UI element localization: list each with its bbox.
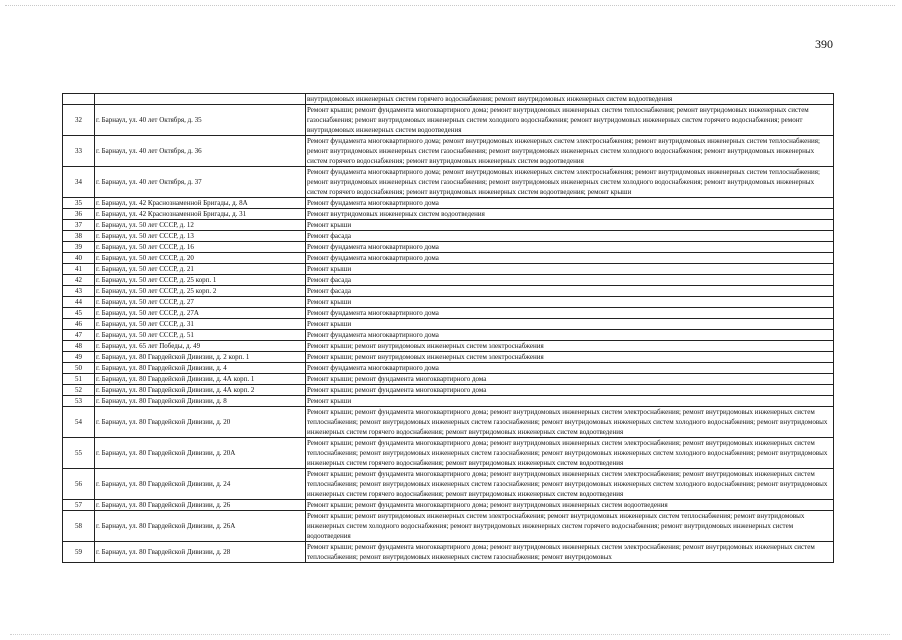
table-row [63,286,834,297]
works-cell: Ремонт фундамента многоквартирного дома; ремонт внутридомовых инженерных систем электроснабжения; ремонт внутридомовых инженерных систем теплоснабжения; ремонт внутридомовых инженерных систем газоснабжения; ремонт внутридомовых инженерных систем холодного водоснабжения; ремонт внутридомовых инженерных систем горячего водоснабжения; ремонт внутридомовых инженерных систем водоотведения [306,136,834,167]
works-cell: Ремонт фундамента многоквартирного дома [306,363,834,374]
page-number: 390 [815,37,833,51]
works-cell: Ремонт фасада [306,231,834,242]
works-cell: Ремонт крыши; ремонт фундамента многоквартирного дома; ремонт внутридомовых инженерных систем электроснабжения; ремонт внутридомовых инженерных систем теплоснабжения; ремонт внутридомовых инженерных систем газоснабжения; ремонт внутридомовых инженерных систем холодного водоснабжения; ремонт внутридомовых инженерных систем горячего водоснабжения; ремонт внутридомовых инженерных систем водоотведения [306,407,834,438]
address-cell: г. Барнаул, ул. 80 Гвардейской Дивизии, д. 2 корп. 1 [95,352,306,363]
row-number-cell: 58 [63,511,95,542]
address-cell: г. Барнаул, ул. 50 лет СССР, д. 25 корп. 2 [95,286,306,297]
works-cell: Ремонт крыши; ремонт внутридомовых инженерных систем электроснабжения [306,341,834,352]
table-row [63,511,834,542]
row-number-cell: 54 [63,407,95,438]
works-cell: Ремонт фасада [306,286,834,297]
table-row [63,136,834,167]
address-cell: г. Барнаул, ул. 50 лет СССР, д. 13 [95,231,306,242]
works-cell: Ремонт фасада [306,275,834,286]
table-row [63,407,834,438]
repair-works-table [62,93,834,563]
table-row [63,319,834,330]
address-cell: г. Барнаул, ул. 80 Гвардейской Дивизии, д. 20А [95,438,306,469]
row-number-cell: 47 [63,330,95,341]
table-row [63,297,834,308]
row-number-cell: 59 [63,542,95,563]
address-cell: г. Барнаул, ул. 40 лет Октября, д. 37 [95,167,306,198]
row-number-cell: 51 [63,374,95,385]
row-number-cell: 44 [63,297,95,308]
table-row [63,167,834,198]
row-number-cell: 36 [63,209,95,220]
address-cell [95,94,306,105]
row-number-cell: 39 [63,242,95,253]
scan-edge-bottom [10,634,890,635]
address-cell: г. Барнаул, ул. 40 лет Октября, д. 35 [95,105,306,136]
works-cell: Ремонт крыши; ремонт фундамента многоквартирного дома; ремонт внутридомовых инженерных систем теплоснабжения; ремонт внутридомовых инженерных систем газоснабжения; ремонт внутридомовых инженерных систем холодного водоснабжения; ремонт внутридомовых инженерных систем горячего водоснабжения; ремонт внутридомовых инженерных систем водоотведения [306,105,834,136]
address-cell: г. Барнаул, ул. 50 лет СССР, д. 12 [95,220,306,231]
row-number-cell: 42 [63,275,95,286]
table-row [63,438,834,469]
table-row [63,500,834,511]
row-number-cell: 57 [63,500,95,511]
table-row [63,374,834,385]
table-row [63,253,834,264]
works-cell: Ремонт крыши [306,396,834,407]
works-cell: Ремонт крыши [306,220,834,231]
address-cell: г. Барнаул, ул. 50 лет СССР, д. 20 [95,253,306,264]
table-body [63,94,834,563]
address-cell: г. Барнаул, ул. 80 Гвардейской Дивизии, д. 4А корп. 2 [95,385,306,396]
address-cell: г. Барнаул, ул. 50 лет СССР, д. 25 корп. 1 [95,275,306,286]
row-number-cell: 48 [63,341,95,352]
table-row [63,264,834,275]
row-number-cell: 46 [63,319,95,330]
works-cell: Ремонт внутридомовых инженерных систем водоотведения [306,209,834,220]
works-cell: Ремонт крыши; ремонт фундамента многоквартирного дома; ремонт внутридомовых инженерных систем водоотведения [306,500,834,511]
table-row [63,105,834,136]
address-cell: г. Барнаул, ул. 80 Гвардейской Дивизии, д. 4А корп. 1 [95,374,306,385]
works-cell: Ремонт фундамента многоквартирного дома [306,253,834,264]
address-cell: г. Барнаул, ул. 80 Гвардейской Дивизии, д. 20 [95,407,306,438]
table-row [63,242,834,253]
table-row [63,209,834,220]
table-row [63,542,834,563]
address-cell: г. Барнаул, ул. 80 Гвардейской Дивизии, д. 4 [95,363,306,374]
works-cell: Ремонт крыши; ремонт фундамента многоквартирного дома; ремонт внутридомовых инженерных систем электроснабжения; ремонт внутридомовых инженерных систем теплоснабжения; ремонт внутридомовых инженерных систем газоснабжения; ремонт внутридомовых [306,542,834,563]
works-cell: Ремонт крыши; ремонт внутридомовых инженерных систем электроснабжения [306,352,834,363]
address-cell: г. Барнаул, ул. 50 лет СССР, д. 27 [95,297,306,308]
works-cell: Ремонт крыши; ремонт внутридомовых инженерных систем электроснабжения; ремонт внутридомовых инженерных систем теплоснабжения; ремонт внутридомовых инженерных систем холодного водоснабжения; ремонт внутридомовых инженерных систем горячего водоснабжения; ремонт внутридомовых инженерных систем водоотведения [306,511,834,542]
table-row [63,198,834,209]
works-cell: внутридомовых инженерных систем горячего водоснабжения; ремонт внутридомовых инженерных систем водоотведения [306,94,834,105]
works-cell: Ремонт крыши; ремонт фундамента многоквартирного дома [306,385,834,396]
address-cell: г. Барнаул, ул. 40 лет Октября, д. 36 [95,136,306,167]
table-row [63,308,834,319]
works-cell: Ремонт крыши; ремонт фундамента многоквартирного дома [306,374,834,385]
works-cell: Ремонт фундамента многоквартирного дома [306,198,834,209]
works-cell: Ремонт крыши [306,319,834,330]
address-cell: г. Барнаул, ул. 80 Гвардейской Дивизии, д. 26А [95,511,306,542]
address-cell: г. Барнаул, ул. 42 Краснознаменной Бригады, д. 8А [95,198,306,209]
table-row [63,396,834,407]
row-number-cell: 50 [63,363,95,374]
table-row [63,275,834,286]
row-number-cell: 32 [63,105,95,136]
address-cell: г. Барнаул, ул. 50 лет СССР, д. 31 [95,319,306,330]
table-row [63,363,834,374]
works-cell: Ремонт фундамента многоквартирного дома; ремонт внутридомовых инженерных систем электроснабжения; ремонт внутридомовых инженерных систем теплоснабжения; ремонт внутридомовых инженерных систем газоснабжения; ремонт внутридомовых инженерных систем холодного водоснабжения; ремонт внутридомовых инженерных систем горячего водоснабжения; ремонт внутридомовых инженерных систем водоотведения; ремонт крыши [306,167,834,198]
address-cell: г. Барнаул, ул. 50 лет СССР, д. 27А [95,308,306,319]
row-number-cell: 53 [63,396,95,407]
row-number-cell: 38 [63,231,95,242]
works-cell: Ремонт крыши; ремонт фундамента многоквартирного дома; ремонт внутридомовых инженерных систем электроснабжения; ремонт внутридомовых инженерных систем теплоснабжения; ремонт внутридомовых инженерных систем газоснабжения; ремонт внутридомовых инженерных систем холодного водоснабжения; ремонт внутридомовых инженерных систем горячего водоснабжения; ремонт внутридомовых инженерных систем водоотведения [306,438,834,469]
address-cell: г. Барнаул, ул. 80 Гвардейской Дивизии, д. 26 [95,500,306,511]
works-cell: Ремонт крыши; ремонт фундамента многоквартирного дома; ремонт внутридомовых инженерных систем электроснабжения; ремонт внутридомовых инженерных систем теплоснабжения; ремонт внутридомовых инженерных систем газоснабжения; ремонт внутридомовых инженерных систем холодного водоснабжения; ремонт внутридомовых инженерных систем горячего водоснабжения; ремонт внутридомовых инженерных систем водоотведения [306,469,834,500]
table-row [63,94,834,105]
table-row [63,385,834,396]
row-number-cell: 45 [63,308,95,319]
row-number-cell [63,94,95,105]
table-row [63,231,834,242]
table-row [63,220,834,231]
works-cell: Ремонт фундамента многоквартирного дома [306,242,834,253]
address-cell: г. Барнаул, ул. 50 лет СССР, д. 51 [95,330,306,341]
address-cell: г. Барнаул, ул. 42 Краснознаменной Бригады, д. 31 [95,209,306,220]
address-cell: г. Барнаул, ул. 50 лет СССР, д. 16 [95,242,306,253]
address-cell: г. Барнаул, ул. 50 лет СССР, д. 21 [95,264,306,275]
row-number-cell: 56 [63,469,95,500]
row-number-cell: 40 [63,253,95,264]
row-number-cell: 49 [63,352,95,363]
address-cell: г. Барнаул, ул. 80 Гвардейской Дивизии, д. 28 [95,542,306,563]
row-number-cell: 33 [63,136,95,167]
row-number-cell: 52 [63,385,95,396]
row-number-cell: 41 [63,264,95,275]
scan-edge-top [5,5,895,6]
table-row [63,341,834,352]
address-cell: г. Барнаул, ул. 65 лет Победы, д. 49 [95,341,306,352]
address-cell: г. Барнаул, ул. 80 Гвардейской Дивизии, д. 8 [95,396,306,407]
table-row [63,469,834,500]
works-cell: Ремонт крыши [306,297,834,308]
row-number-cell: 55 [63,438,95,469]
row-number-cell: 35 [63,198,95,209]
works-cell: Ремонт крыши [306,264,834,275]
row-number-cell: 37 [63,220,95,231]
table-row [63,330,834,341]
works-cell: Ремонт фундамента многоквартирного дома [306,330,834,341]
address-cell: г. Барнаул, ул. 80 Гвардейской Дивизии, д. 24 [95,469,306,500]
row-number-cell: 34 [63,167,95,198]
table-row [63,352,834,363]
works-cell: Ремонт фундамента многоквартирного дома [306,308,834,319]
row-number-cell: 43 [63,286,95,297]
